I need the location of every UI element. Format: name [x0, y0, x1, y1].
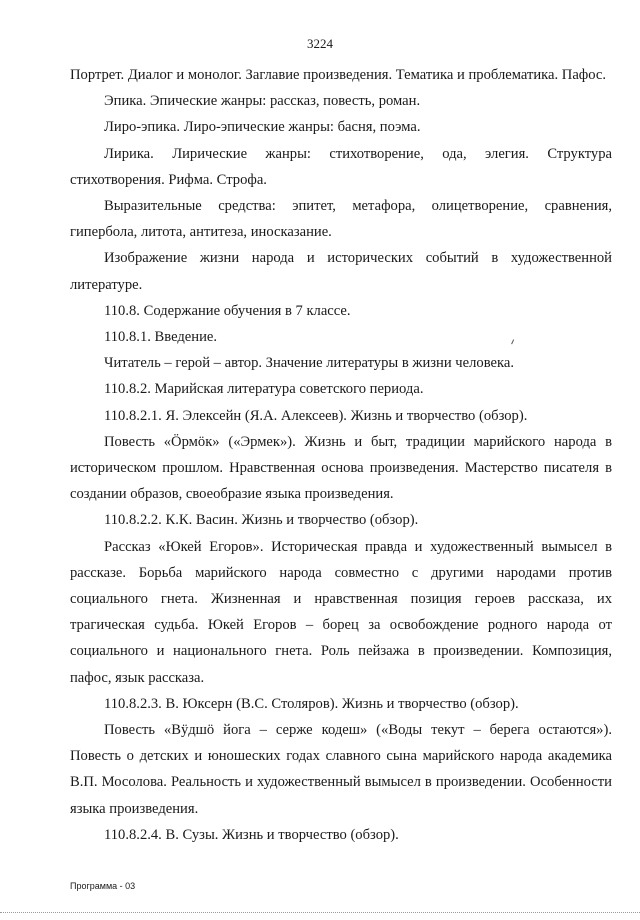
section-heading: 110.8.2.1. Я. Элексейн (Я.А. Алексеев). Жизнь и творчество (обзор). — [104, 407, 528, 424]
section-heading: 110.8.2.3. В. Юксерн (В.С. Столяров). Жизнь и творчество (обзор). — [104, 695, 519, 712]
section-heading: 110.8.2. Марийская литература советского периода. — [104, 381, 424, 398]
paragraph: Портрет. Диалог и монолог. Заглавие произведения. Тематика и проблематика. Пафос. — [70, 67, 607, 83]
paragraph: Повесть «Вӱдшӧ йога – серже кодеш» («Воды текут – берега остаются»). Повесть о детских и юношеских годах славного сына марийского народа академика В.П. Мосолова. Реальность и художественный вымысел в произведении. Особенности языка произведения. — [70, 722, 612, 817]
section-heading: 110.8. Содержание обучения в 7 классе. — [104, 302, 351, 319]
paragraph: Выразительные средства: эпитет, метафора, олицетворение, сравнения, гипербола, литота, антитеза, иносказание. — [70, 198, 612, 241]
section-heading: 110.8.1. Введение. — [104, 329, 218, 346]
paragraph: Эпика. Эпические жанры: рассказ, повесть, роман. — [104, 93, 421, 110]
section-heading: 110.8.2.4. В. Сузы. Жизнь и творчество (обзор). — [104, 826, 399, 843]
paragraph: Рассказ «Юкей Егоров». Историческая правда и художественный вымысел в рассказе. Борьба марийского народа совместно с другими народами против социального гнета. Жизненная и нравственная позиция героев рассказа, их трагическая судьба. Юкей Егоров – борец за освобождение родного народа от социального и национального гнета. Роль пейзажа в произведении. Композиция, пафос, язык рассказа. — [70, 538, 612, 686]
scan-edge-artifact — [0, 912, 640, 914]
paragraph: Повесть «Ӧрмӧк» («Эрмек»). Жизнь и быт, традиции марийского народа в историческом прошлом. Нравственная основа произведения. Мастерство писателя в создании образов, своеобразие языка произведения. — [70, 433, 612, 503]
document-body — [70, 62, 612, 848]
section-heading: 110.8.2.2. К.К. Васин. Жизнь и творчество (обзор). — [104, 512, 419, 529]
page-footer: Программа - 03 — [70, 881, 136, 891]
paragraph: Читатель – герой – автор. Значение литературы в жизни человека. — [104, 355, 514, 372]
paragraph: Лиро-эпика. Лиро-эпические жанры: басня, поэма. — [104, 119, 421, 136]
paragraph: Лирика. Лирические жанры: стихотворение, ода, элегия. Структура стихотворения. Рифма. Строфа. — [70, 145, 612, 188]
paragraph: Изображение жизни народа и исторических событий в художественной литературе. — [70, 250, 612, 293]
page-number: 3224 — [307, 36, 333, 51]
